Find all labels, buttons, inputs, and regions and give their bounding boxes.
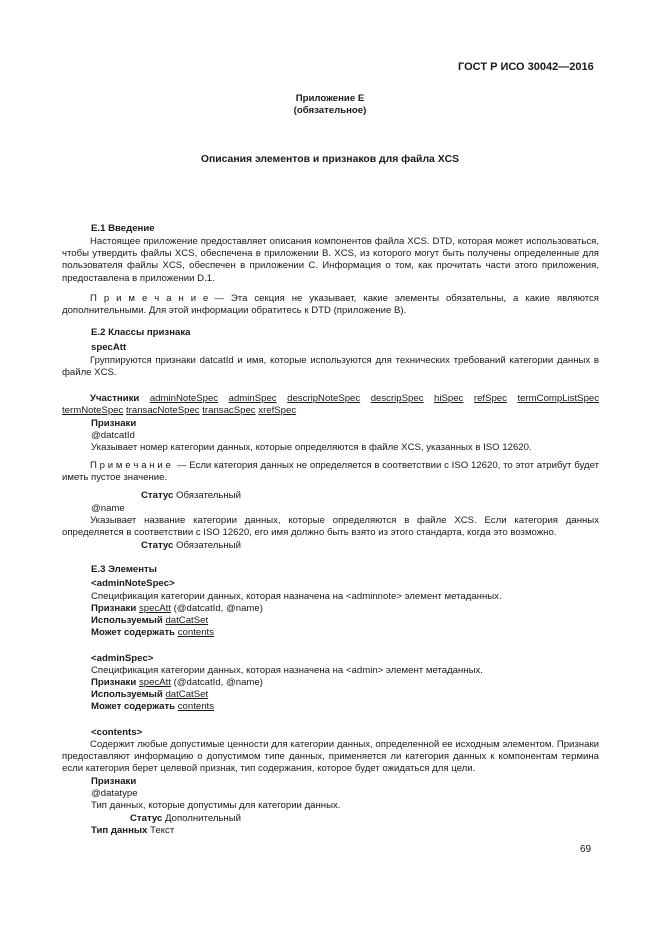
attribute-description: Тип данных, которые допустимы для категории данных. xyxy=(91,800,341,811)
annex-title: Приложение Е xyxy=(295,93,365,104)
annex-subtitle: (обязательное) xyxy=(293,105,367,116)
may-contain-label: Может содержать xyxy=(91,701,176,712)
participant-link[interactable]: descripNoteSpec xyxy=(287,393,361,404)
specatt-link[interactable]: specAtt xyxy=(138,677,171,688)
contents-link[interactable]: contents xyxy=(177,701,215,712)
annex-heading: Описания элементов и признаков для файла XCS xyxy=(200,154,460,165)
status-line xyxy=(130,813,241,825)
participant-link[interactable]: descripSpec xyxy=(370,393,424,404)
document-code: ГОСТ Р ИСО 30042—2016 xyxy=(458,61,594,73)
may-contain-label: Может содержать xyxy=(91,627,176,638)
used-label: Используемый xyxy=(91,615,163,626)
data-type-line xyxy=(91,825,174,837)
status-label: Статус xyxy=(141,540,174,551)
attribute-name: @datatype xyxy=(91,788,138,799)
element-tag: <adminNoteSpec> xyxy=(91,578,175,589)
data-type-label: Тип данных xyxy=(91,825,148,836)
attributes-label: Признаки xyxy=(91,603,137,614)
section-e1-note xyxy=(62,293,599,317)
status-line xyxy=(141,490,241,502)
status-label: Статус xyxy=(141,490,174,501)
contents-link[interactable]: contents xyxy=(177,627,215,638)
attributes-list: (@datcatId, @name) xyxy=(170,677,263,688)
element-description: Спецификация категории данных, которая назначена на <adminnote> элемент метаданных. xyxy=(91,591,502,602)
data-type-value: Текст xyxy=(150,825,175,836)
element-used-in xyxy=(91,615,208,627)
attributes-label: Признаки xyxy=(91,677,137,688)
element-tag: <adminSpec> xyxy=(91,653,154,664)
status-value: Обязательный xyxy=(176,490,241,501)
note-text: — Если категория данных не определяется в соответствии с ISO 12620, то этот атрибут будет иметь пустое значение. xyxy=(62,460,600,484)
participant-link[interactable]: transacNoteSpec xyxy=(126,405,200,417)
section-e1-paragraph: Настоящее приложение предоставляет описания компонентов файла XCS. DTD, которая может использоваться, чтобы утвердить файлы XCS, обеспечена в приложении В. XCS, из которого могут быть получены определенные для пользователя файлы XCS, обеспечен в приложении С. Информация о том, как прочитать части этого приложения, предоставлена в приложении D.1. xyxy=(62,236,599,284)
attribute-note xyxy=(62,460,599,484)
used-label: Используемый xyxy=(91,689,163,700)
section-e2-heading: Е.2 Классы признака xyxy=(91,327,191,338)
participant-link[interactable]: adminNoteSpec xyxy=(149,393,219,404)
element-attributes xyxy=(91,677,263,689)
note-label: П р и м е ч а н и е xyxy=(90,293,209,304)
element-attributes xyxy=(91,603,263,615)
status-label: Статус xyxy=(130,813,163,824)
status-value: Дополнительный xyxy=(165,813,241,824)
page-number: 69 xyxy=(580,844,592,855)
attributes-list: (@datcatId, @name) xyxy=(170,603,263,614)
participants-line xyxy=(62,393,599,417)
attributes-label: Признаки xyxy=(91,776,137,787)
status-value: Обязательный xyxy=(176,540,241,551)
participant-link[interactable]: termCompListSpec xyxy=(517,393,600,404)
element-description: Содержит любые допустимые ценности для категории данных, определенной ее исходным элементом. Признаки предоставляют информацию о допустимом типе данных, применяется ли категория данных к компонентам термина если категория берет целевой признак, тип содержания, которое будет ожидаться для цели. xyxy=(62,739,599,775)
specatt-link[interactable]: specAtt xyxy=(138,603,171,614)
participant-link[interactable]: xrefSpec xyxy=(258,405,297,417)
attributes-label: Признаки xyxy=(91,418,137,429)
attribute-description: Указывает номер категории данных, которые определяются в файле XCS, указанных в ISO 12620. xyxy=(91,442,532,453)
element-may-contain xyxy=(91,627,214,639)
attribute-name: @datcatId xyxy=(91,430,135,441)
note-text: — Эта секция не указывает, какие элементы обязательны, а какие являются дополнительными. Для этой информации обратитесь к DTD (приложение В). xyxy=(62,293,599,317)
element-used-in xyxy=(91,689,208,701)
element-may-contain xyxy=(91,701,214,713)
participant-link[interactable]: hiSpec xyxy=(434,393,464,404)
participant-link[interactable]: transacSpec xyxy=(202,405,256,417)
element-description: Спецификация категории данных, которая назначена на <admin> элемент метаданных. xyxy=(91,665,483,676)
section-e3-heading: Е.3 Элементы xyxy=(91,564,157,575)
attribute-description: Указывает название категории данных, которые определяются в файле XCS. Если категория данных определяется в соответствии с ISO 12620, его имя должно быть взято из этого стандарта, когда это возможно. xyxy=(62,515,599,539)
status-line xyxy=(141,540,241,552)
datcatset-link[interactable]: datCatSet xyxy=(165,689,209,700)
note-label: П р и м е ч а н и е xyxy=(90,460,171,471)
datcatset-link[interactable]: datCatSet xyxy=(165,615,209,626)
participant-link[interactable]: termNoteSpec xyxy=(62,405,124,417)
participants-label: Участники xyxy=(90,393,140,404)
class-name: specAtt xyxy=(91,342,127,353)
participant-link[interactable]: refSpec xyxy=(473,393,507,404)
section-e1-heading: Е.1 Введение xyxy=(91,223,155,234)
attribute-name: @name xyxy=(91,503,125,514)
class-description: Группируются признаки datcatId и имя, которые используются для технических требований категории данных в файле XCS. xyxy=(62,355,599,379)
element-tag: <contents> xyxy=(91,727,143,738)
participant-link[interactable]: adminSpec xyxy=(228,393,277,404)
